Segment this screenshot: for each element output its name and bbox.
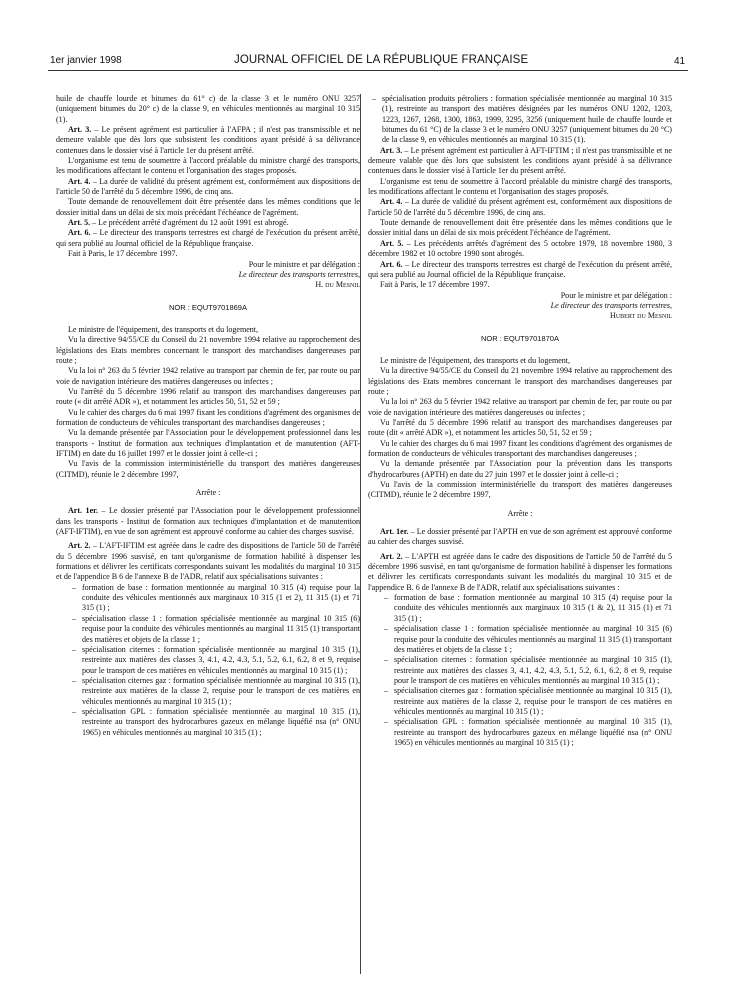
article-text: – Le directeur des transports terrestres est chargé de l'exécution du présent arrêté, qui sera publié au Journal officiel de la République française. xyxy=(368,259,673,279)
paragraph-organisme: L'organisme est tenu de soumettre à l'accord préalable du ministre chargé des transports, les modifications affectant le contenu et l'organisation des stages proposés. xyxy=(368,176,672,197)
header-date: 1er janvier 1998 xyxy=(50,55,122,66)
paragraph-ministre: Le ministre de l'équipement, des transports et du logement, xyxy=(380,355,571,365)
signature-title: Le directeur des transports terrestres, xyxy=(238,269,360,279)
article-label: Art. 6. xyxy=(68,228,91,238)
arrete-heading: Arrête : xyxy=(195,488,221,498)
article-label: Art. 2. xyxy=(68,541,91,551)
paragraph-vu: Vu l'arrêté du 5 décembre 1996 relatif au transport des marchandises dangereuses par route (« dit arrêté ADR »), et notamment les articles 50, 51, 52 et 59 ; xyxy=(56,386,360,407)
right-column xyxy=(368,94,672,748)
article-1 xyxy=(368,527,672,548)
list-item: – spécialisation classe 1 : formation spécialisée mentionnée au marginal 10 315 (6) requise pour la conduite des véhicules mentionnés au marginal 11 315 (1) transportant des matières et objets de la classe 1 ; xyxy=(386,624,672,655)
list-item: – spécialisation citernes : formation spécialisée mentionnée au marginal 10 315 (1), restreinte aux matières des classes 3, 4.1, 4.2, 4.3, 5.1, 5.2, 6.1, 6.2, 8 et 9, requise pour le transport de ces matières en véhicules mentionnés au marginal 10 315 (1) ; xyxy=(386,655,672,686)
specialisation-list-continued xyxy=(374,94,672,146)
list-item: – formation de base : formation mentionnée au marginal 10 315 (4) requise pour la conduite des véhicules mentionnés aux marginaux 10 315 (1 & 2), 11 315 (1) et 71 315 (1) ; xyxy=(386,593,672,624)
article-text: – Le directeur des transports terrestres est chargé de l'exécution du présent arrêté, qui sera publié au Journal officiel de la République française. xyxy=(56,228,361,248)
continued-text: huile de chauffe lourde et bitumes du 61° c) de la classe 3 et le numéro ONU 3257 (uniquement bitumes du 20° c) de la classe 9, en véhicules mentionnés au marginal 10 315 (1). xyxy=(56,94,360,124)
article-3 xyxy=(56,125,360,156)
signature-lead: Pour le ministre et par délégation : xyxy=(560,290,672,300)
article-2 xyxy=(56,541,360,582)
article-6 xyxy=(56,228,360,249)
header-title: JOURNAL OFFICIEL DE LA RÉPUBLIQUE FRANÇAISE xyxy=(234,54,529,66)
article-label: Art. 5. xyxy=(380,238,404,248)
list-item: – spécialisation classe 1 : formation spécialisée mentionnée au marginal 10 315 (6) requise pour la conduite des véhicules mentionnés au marginal 11 315 (1) transportant des matières et objets de la classe 1 ; xyxy=(74,614,360,645)
article-text: – Le précédent arrêté d'agrément du 12 août 1991 est abrogé. xyxy=(90,218,289,228)
paragraph-renouvellement: Toute demande de renouvellement doit être présentée dans les mêmes conditions que le dossier initial dans un délai de six mois précédant l'échéance de l'agrément. xyxy=(56,197,360,217)
paragraph-vu: Vu la directive 94/55/CE du Conseil du 21 novembre 1994 relative au rapprochement des législations des Etats membres concernant le transport des marchandises dangereuses par route ; xyxy=(368,366,672,396)
article-text: – L'APTH est agréée dans le cadre des dispositions de l'article 50 de l'arrêté du 5 décembre 1996 susvisé, en tant qu'organisme de formation habilité à dispenser les formations et délivrer les certificats correspondants suivant les modalités du marginal 10 315 et de l'appendice B. 6 de l'annexe B de l'ADR, relatif aux spécialisations suivantes : xyxy=(368,551,673,592)
article-label: Art. 1er. xyxy=(68,506,98,516)
article-text: – Le dossier présenté par l'APTH en vue de son agrément est approuvé conforme au cahier des charges susvisé. xyxy=(368,527,673,547)
article-2 xyxy=(368,552,672,593)
paragraph-vu: Vu le cahier des charges du 6 mai 1997 fixant les conditions d'agrément des organismes de formation de conducteurs de véhicules transportant des marchandises dangereuses ; xyxy=(368,438,672,458)
article-text: – Le dossier présenté par l'Association pour le développement professionnel dans les transports - Institut de formation aux techniques d'implantation et de manutention (AFT-IFTIM), en vue de son agrément est approuvé conforme au cahier des charges susvisé. xyxy=(56,506,360,537)
article-4 xyxy=(368,197,672,218)
paragraph-vu: Vu le cahier des charges du 6 mai 1997 fixant les conditions d'agrément des organismes de formation de conducteurs de véhicules transportant des marchandises dangereuses ; xyxy=(56,407,360,427)
specialisation-list xyxy=(74,583,360,738)
article-text: – Le présent agrément est particulier à l'AFPA ; il n'est pas transmissible et ne demeure valable que dès lors que subsistent les conditions ayant présidé à sa délivrance contenues dans le dossier visé à l'article 1er du présent arrêté. xyxy=(56,125,360,155)
article-text: – La durée de validité du présent agrément est, conformément aux dispositions de l'article 50 de l'arrêté du 5 décembre 1996, de cinq ans. xyxy=(368,197,672,217)
paragraph-vu: Vu la loi n° 263 du 5 février 1942 relative au transport par chemin de fer, par route ou par voie de navigation intérieure des matières dangereuses ou infectes ; xyxy=(368,397,672,417)
specialisation-list xyxy=(386,593,672,748)
paragraph-renouvellement: Toute demande de renouvellement doit être présentée dans les mêmes conditions que le dossier initial dans un délai de six mois précédent l'échéance de l'agrément. xyxy=(368,218,672,238)
article-label: Art. 1er. xyxy=(380,527,409,537)
date-line: Fait à Paris, le 17 décembre 1997. xyxy=(380,280,490,290)
article-label: Art. 4. xyxy=(68,176,91,186)
paragraph-vu: Vu l'arrêté du 5 décembre 1996 relatif au transport des marchandises dangereuses par route (dit « arrêté ADR »), et notamment les articles 50, 51, 52 et 59 ; xyxy=(368,417,672,438)
signature-name: Hubert du Mesnil xyxy=(610,311,672,321)
list-item: – spécialisation citernes : formation spécialisée mentionnée au marginal 10 315 (1), restreinte aux matières des classes 3, 4.1, 4.2, 4.3, 5.1, 5.2, 6.1, 6.2, 8 et 9, requise pour le transport de ces matières en véhicules mentionnés au marginal 10 315 (1) ; xyxy=(74,645,360,676)
article-5 xyxy=(56,218,360,228)
page-number: 41 xyxy=(674,56,686,67)
article-3 xyxy=(368,146,672,177)
paragraph-vu: Vu la loi n° 263 du 5 février 1942 relative au transport par chemin de fer, par route ou par voie de navigation intérieure des matières dangereuses ou infectes ; xyxy=(56,366,360,386)
article-1 xyxy=(56,506,360,537)
header-rule xyxy=(48,70,688,71)
signature-title: Le directeur des transports terrestres, xyxy=(550,300,672,310)
article-text: – Les précédents arrêtés d'agrément des 5 octobre 1979, 18 novembre 1980, 3 décembre 1982 et 10 octobre 1990 sont abrogés. xyxy=(368,238,672,259)
list-item: – formation de base : formation mentionnée au marginal 10 315 (4) requise pour la conduite des véhicules mentionnés aux marginaux 10 315 (1 et 2), 11 315 (1) et 71 315 (1) ; xyxy=(74,583,360,614)
list-item: – spécialisation GPL : formation spécialisée mentionnée au marginal 10 315 (1), restreinte au transport des hydrocarbures gazeux en mélange liquéfié nsa (n° ONU 1965) en véhicules mentionnés au marginal 10 315 (1) ; xyxy=(386,717,672,748)
nor-reference: NOR : EQUT9701870A xyxy=(481,333,559,343)
paragraph-vu: Vu l'avis de la commission interministérielle du transport des matières dangereuses (CITMD), réunie le 2 décembre 1997, xyxy=(368,480,672,500)
article-label: Art. 6. xyxy=(380,259,403,269)
date-line: Fait à Paris, le 17 décembre 1997. xyxy=(68,249,178,259)
signature-name: H. du Mesnil xyxy=(315,280,360,290)
article-label: Art. 3. xyxy=(380,145,403,155)
article-label: Art. 4. xyxy=(380,197,403,207)
list-item: – spécialisation produits pétroliers : formation spécialisée mentionnée au marginal 10 315 (1), restreinte au transport des matières désignées par les numéros ONU 1202, 1203, 1223, 1267, 1268, 1300, 1863, 1999, 3295, 3256 (uniquement huile de chauffe lourde et bitumes du 61 °C) de la classe 3 et le numéro ONU 3257 (uniquement bitumes du 20 °C) de la classe 9, en véhicules mentionnés au marginal 10 315 (1). xyxy=(374,94,672,146)
signature-lead: Pour le ministre et par délégation : xyxy=(248,259,360,269)
nor-reference: NOR : EQUT9701869A xyxy=(169,302,247,312)
left-column xyxy=(56,94,360,738)
paragraph-vu: Vu la directive 94/55/CE du Conseil du 21 novembre 1994 relative au rapprochement des législations des Etats membres concernant le transport des marchandises dangereuses par route ; xyxy=(56,335,360,365)
list-item: – spécialisation GPL : formation spécialisée mentionnée au marginal 10 315 (1), restreinte au transport des hydrocarbures gazeux en mélange liquéfié nsa (n° ONU 1965) en véhicules mentionnés au marginal 10 315 (1) ; xyxy=(74,707,360,738)
paragraph-vu: Vu la demande présentée par l'Association pour la prévention dans les transports d'hydrocarbures (APTH) en date du 27 juin 1997 et le dossier joint à celle-ci ; xyxy=(368,459,672,479)
article-label: Art. 3. xyxy=(68,125,92,135)
article-label: Art. 5. xyxy=(68,218,91,228)
article-5 xyxy=(368,239,672,260)
article-4 xyxy=(56,177,360,198)
article-6 xyxy=(368,260,672,281)
column-divider xyxy=(360,94,361,974)
article-text: – L'AFT-IFTIM est agréée dans le cadre des dispositions de l'article 50 de l'arrêté du 5 décembre 1996 susvisé, en tant qu'organisme de formation habilité à dispenser les formations et délivrer les certificats correspondants suivant les modalités du marginal 10 315 et de l'appendice B 6 de l'annexe B de l'ADR, relatif aux spécialisations suivantes : xyxy=(56,541,360,582)
paragraph-organisme: L'organisme est tenu de soumettre à l'accord préalable du ministre chargé des transports, les modifications affectant le contenu et l'organisation des stages proposés. xyxy=(56,156,360,176)
article-text: – Le présent agrément est particulier à AFT-IFTIM ; il n'est pas transmissible et ne demeure valable que dès lors que subsistent les conditions ayant présidé à sa délivrance contenues dans le dossier visé à l'article 1er du présent arrêté. xyxy=(368,145,672,176)
paragraph-vu: Vu la demande présentée par l'Association pour le développement professionnel dans les transports - Institut de formation aux techniques d'implantation et de manutention (AFT-IFTIM) en date du 16 juillet 1997 et le dossier joint à celle-ci ; xyxy=(56,428,360,458)
arrete-heading: Arrête : xyxy=(507,508,533,518)
article-text: – La durée de validité du présent agrément est, conformément aux dispositions de l'article 50 de l'arrêté du 5 décembre 1996, de cinq ans. xyxy=(56,176,360,197)
paragraph-ministre: Le ministre de l'équipement, des transports et du logement, xyxy=(68,324,259,334)
list-item: – spécialisation citernes gaz : formation spécialisée mentionnée au marginal 10 315 (1), restreinte aux matières de la classe 2, requise pour le transport de ces matières en véhicules mentionnés au marginal 10 315 (1) ; xyxy=(74,676,360,707)
article-label: Art. 2. xyxy=(380,551,403,561)
list-item: – spécialisation citernes gaz : formation spécialisée mentionnée au marginal 10 315 (1), restreinte aux matières de la classe 2, requise pour le transport de ces matières en véhicules mentionnés au marginal 10 315 (1) ; xyxy=(386,686,672,717)
paragraph-vu: Vu l'avis de la commission interministérielle du transport des matières dangereuses (CITMD), réunie le 2 décembre 1997, xyxy=(56,459,360,479)
